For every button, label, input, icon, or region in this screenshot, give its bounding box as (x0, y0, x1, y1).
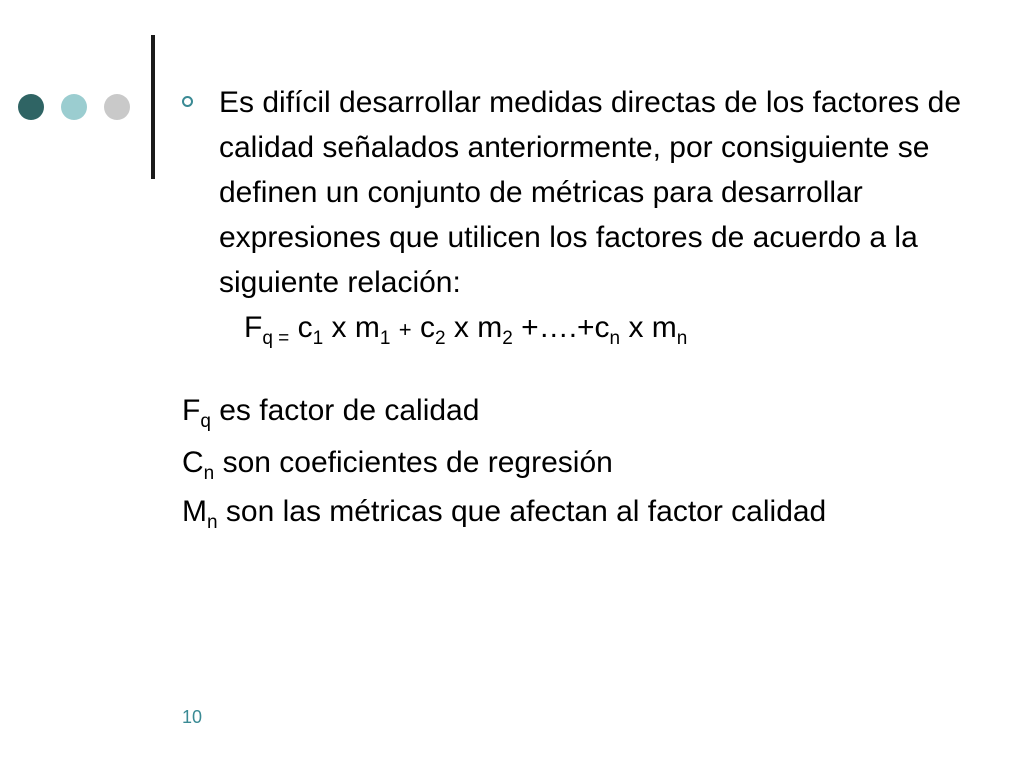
formula-c1: c (297, 311, 313, 344)
formula-x1: x m (331, 311, 380, 344)
formula-cn-sub: n (609, 328, 621, 349)
formula-c1-sub: 1 (312, 328, 324, 349)
definition-item (182, 437, 982, 489)
vertical-divider (151, 35, 155, 179)
formula-f: F (244, 311, 263, 344)
definition-sub: n (203, 463, 215, 484)
definition-item (182, 489, 982, 534)
quality-formula (244, 305, 982, 352)
definition-text: es factor de calidad (219, 394, 480, 427)
formula-m2-sub: 2 (502, 328, 513, 349)
definition-sub: n (207, 512, 218, 533)
decorative-dot-gray (104, 94, 130, 120)
formula-m1-sub: 1 (379, 328, 391, 349)
formula-q-eq: q = (262, 328, 290, 349)
formula-xn: x m (628, 311, 677, 344)
definition-text: son las métricas que afectan al factor calidad (225, 495, 827, 528)
decorative-dot-teal (61, 94, 87, 120)
formula-plus: + (398, 317, 412, 342)
definitions-list (182, 385, 982, 534)
formula-ellipsis: +….+c (521, 311, 610, 344)
decorative-dot-dark (18, 94, 44, 120)
formula-c2: c (420, 311, 435, 344)
definition-text: son coeficientes de regresión (222, 446, 613, 479)
formula-c2-sub: 2 (435, 328, 446, 349)
page-number: 10 (182, 707, 203, 727)
definition-sub: q (200, 411, 211, 432)
slide-content (182, 80, 982, 534)
definition-item (182, 385, 982, 437)
definition-symbol: F (182, 394, 201, 427)
bullet-text: Es difícil desarrollar medidas directas de los factores de calidad señalados anteriormente, por consiguiente se definen un conjunto de métricas para desarrollar expresiones que utilicen los factores de acuerdo a la siguiente relación: (219, 86, 962, 299)
formula-x2: x m (453, 311, 503, 344)
formula-mn-sub: n (676, 328, 688, 349)
bullet-circle-icon (182, 96, 193, 107)
definition-symbol: M (182, 495, 207, 528)
definition-symbol: C (182, 446, 204, 479)
bullet-item (182, 80, 982, 305)
